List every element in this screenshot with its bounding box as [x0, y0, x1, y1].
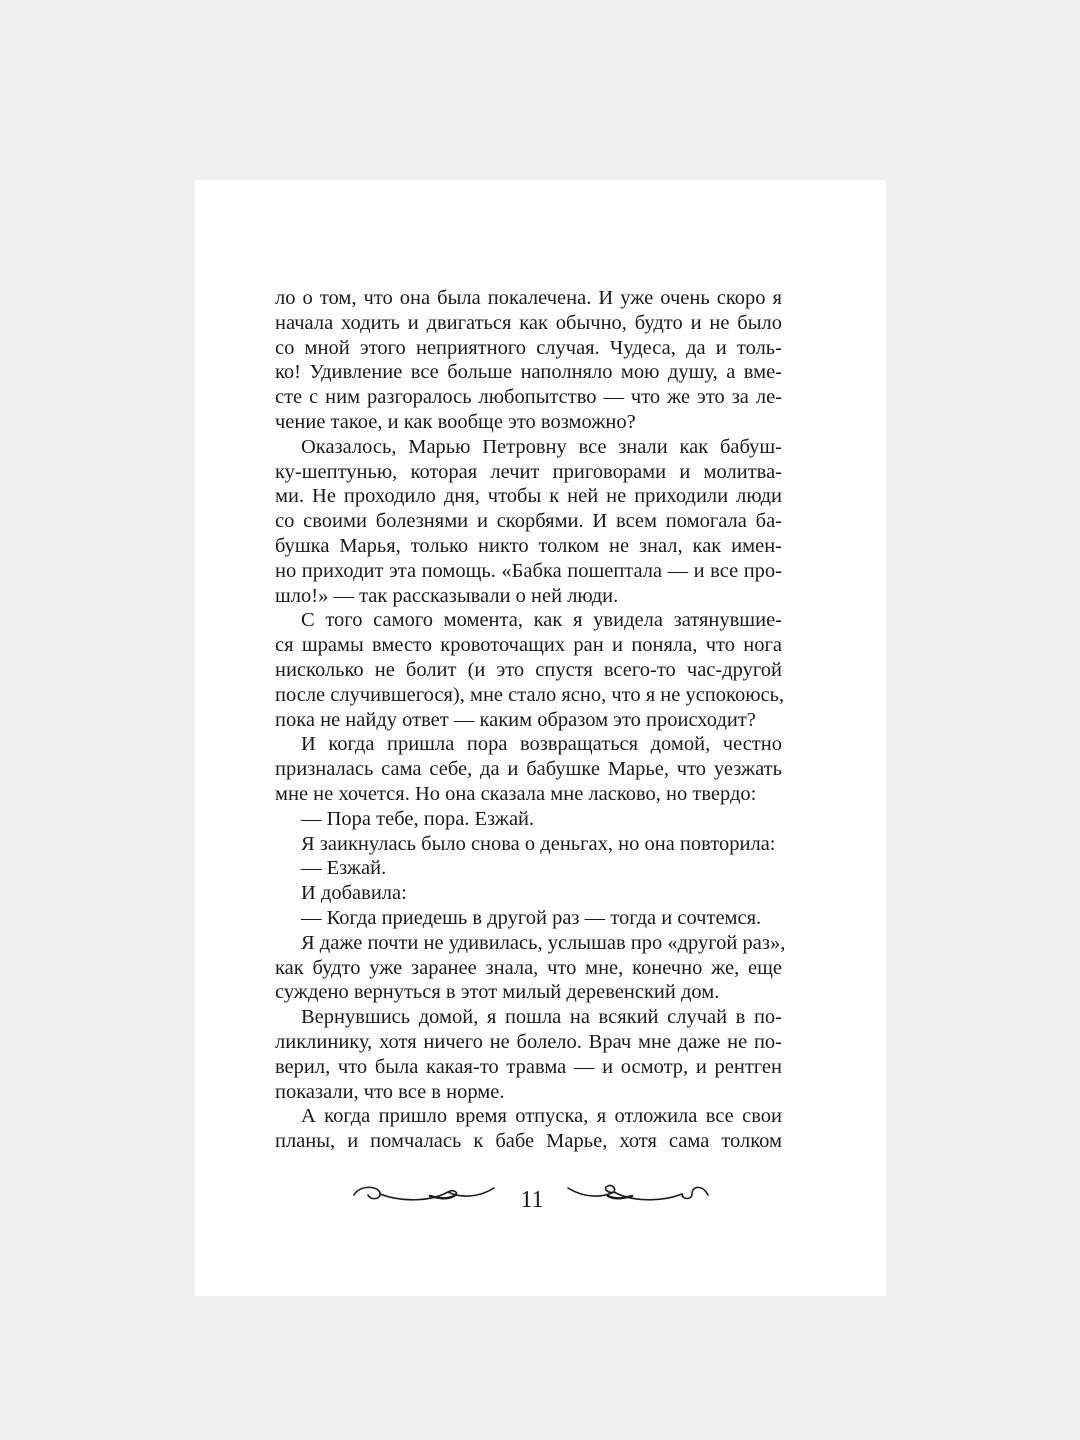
text-line: ку-шептунью, которая лечит приговорами и молитва- — [275, 460, 782, 483]
text-line: — Езжай. — [301, 857, 387, 880]
text-line: ло о том, что она была покалечена. И уже очень скоро я — [275, 287, 782, 309]
page-footer — [350, 1180, 710, 1220]
text-line: показали, что все в норме. — [275, 1080, 505, 1103]
text-line: верил, что была какая-то травма — и осмотр, и рентген — [275, 1055, 782, 1078]
text-line: И добавила: — [301, 882, 407, 905]
text-line: пока не найду ответ — каким образом это происходит? — [275, 708, 756, 731]
text-line: ся шрамы вместо кровоточащих ран и поняла, что нога — [275, 634, 782, 657]
text-line: призналась сама себе, да и бабушке Марье, что уезжать — [275, 758, 782, 781]
text-line: как будто уже заранее знала, что мне, конечно же, еще — [275, 956, 782, 979]
flourish-left-icon — [350, 1180, 500, 1210]
text-line: Я заикнулась было снова о деньгах, но она повторила: — [301, 832, 776, 855]
flourish-right-icon — [562, 1180, 712, 1210]
text-line: А когда пришло время отпуска, я отложила все свои — [301, 1105, 782, 1128]
text-line: Вернувшись домой, я пошла на всякий случай в по- — [301, 1006, 782, 1029]
book-page — [195, 180, 886, 1296]
text-line: чение такое, и как вообще это возможно? — [275, 410, 636, 433]
text-line: начала ходить и двигаться как обычно, будто и не было — [275, 311, 782, 334]
text-line: ликлинику, хотя ничего не болело. Врач мне даже не по- — [275, 1030, 782, 1053]
text-line: мне не хочется. Но она сказала мне ласково, но твердо: — [275, 782, 757, 805]
text-line: Я даже почти не удивилась, услышав про «другой раз», — [301, 931, 786, 954]
text-line: со своими болезнями и скорбями. И всем помогала ба- — [275, 510, 782, 533]
text-line: сте с ним разгоралось любопытство — что же это за ле- — [275, 386, 782, 409]
text-line: шло!» — так рассказывали о ней люди. — [275, 584, 619, 607]
text-line: после случившегося), мне стало ясно, что я не успокоюсь, — [275, 683, 785, 706]
text-line: со мной этого неприятного случая. Чудеса, да и толь- — [275, 336, 782, 359]
text-line: ко! Удивление все больше наполняло мою душу, а вме- — [275, 361, 782, 384]
body-text — [275, 286, 786, 1154]
text-line: ми. Не проходило дня, чтобы к ней не приходили люди — [275, 485, 782, 508]
text-line: нисколько не болит (и это спустя всего-то час-другой — [275, 658, 782, 681]
text-line: Оказалось, Марью Петровну все знали как бабуш- — [301, 435, 782, 458]
page-number: 11 — [520, 1187, 544, 1213]
text-line: И когда пришла пора возвращаться домой, честно — [301, 733, 782, 756]
text-line: бушка Марья, только никто толком не знал, как имен- — [275, 534, 782, 557]
text-line: С того самого момента, как я увидела затянувшие- — [301, 609, 782, 632]
text-line: — Пора тебе, пора. Езжай. — [301, 807, 535, 830]
text-line: — Когда приедешь в другой раз — тогда и сочтемся. — [301, 906, 762, 929]
text-line: но приходит эта помощь. «Бабка пошептала — и все про- — [275, 559, 782, 582]
text-line: суждено вернуться в этот милый деревенский дом. — [275, 981, 720, 1004]
text-line: планы, и помчалась к бабе Марье, хотя сама толком — [275, 1130, 782, 1153]
